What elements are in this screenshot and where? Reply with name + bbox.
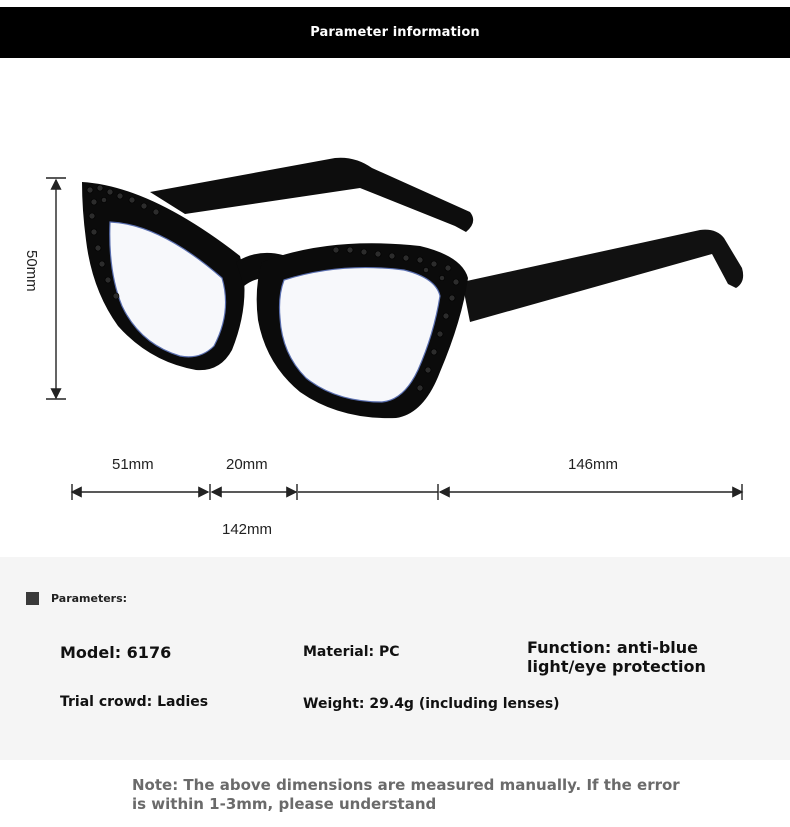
weight-param: Weight: 29.4g (including lenses) xyxy=(303,696,560,712)
crowd-param: Trial crowd: Ladies xyxy=(60,694,209,710)
model-param: Model: 6176 xyxy=(60,643,172,662)
bullet-square-icon xyxy=(26,592,39,605)
parameters-heading-label: Parameters: xyxy=(51,592,128,605)
material-param: Material: PC xyxy=(303,644,400,660)
parameters-panel xyxy=(0,557,790,760)
measurement-note: Note: The above dimensions are measured manually. If the error is within 1-3mm, please understand xyxy=(132,776,680,813)
bridge-width-label: 20mm xyxy=(226,456,268,473)
front-temple xyxy=(462,230,743,322)
function-param: Function: anti-blue light/eye protection xyxy=(527,638,706,676)
temple-length-label: 146mm xyxy=(568,456,619,473)
back-temple xyxy=(150,158,473,232)
parameters-heading xyxy=(26,592,127,605)
frame-width-label: 142mm xyxy=(222,521,273,538)
lens-width-label: 51mm xyxy=(112,456,154,473)
height-dimension-label: 50mm xyxy=(23,250,40,292)
page-title: Parameter information xyxy=(310,25,480,40)
